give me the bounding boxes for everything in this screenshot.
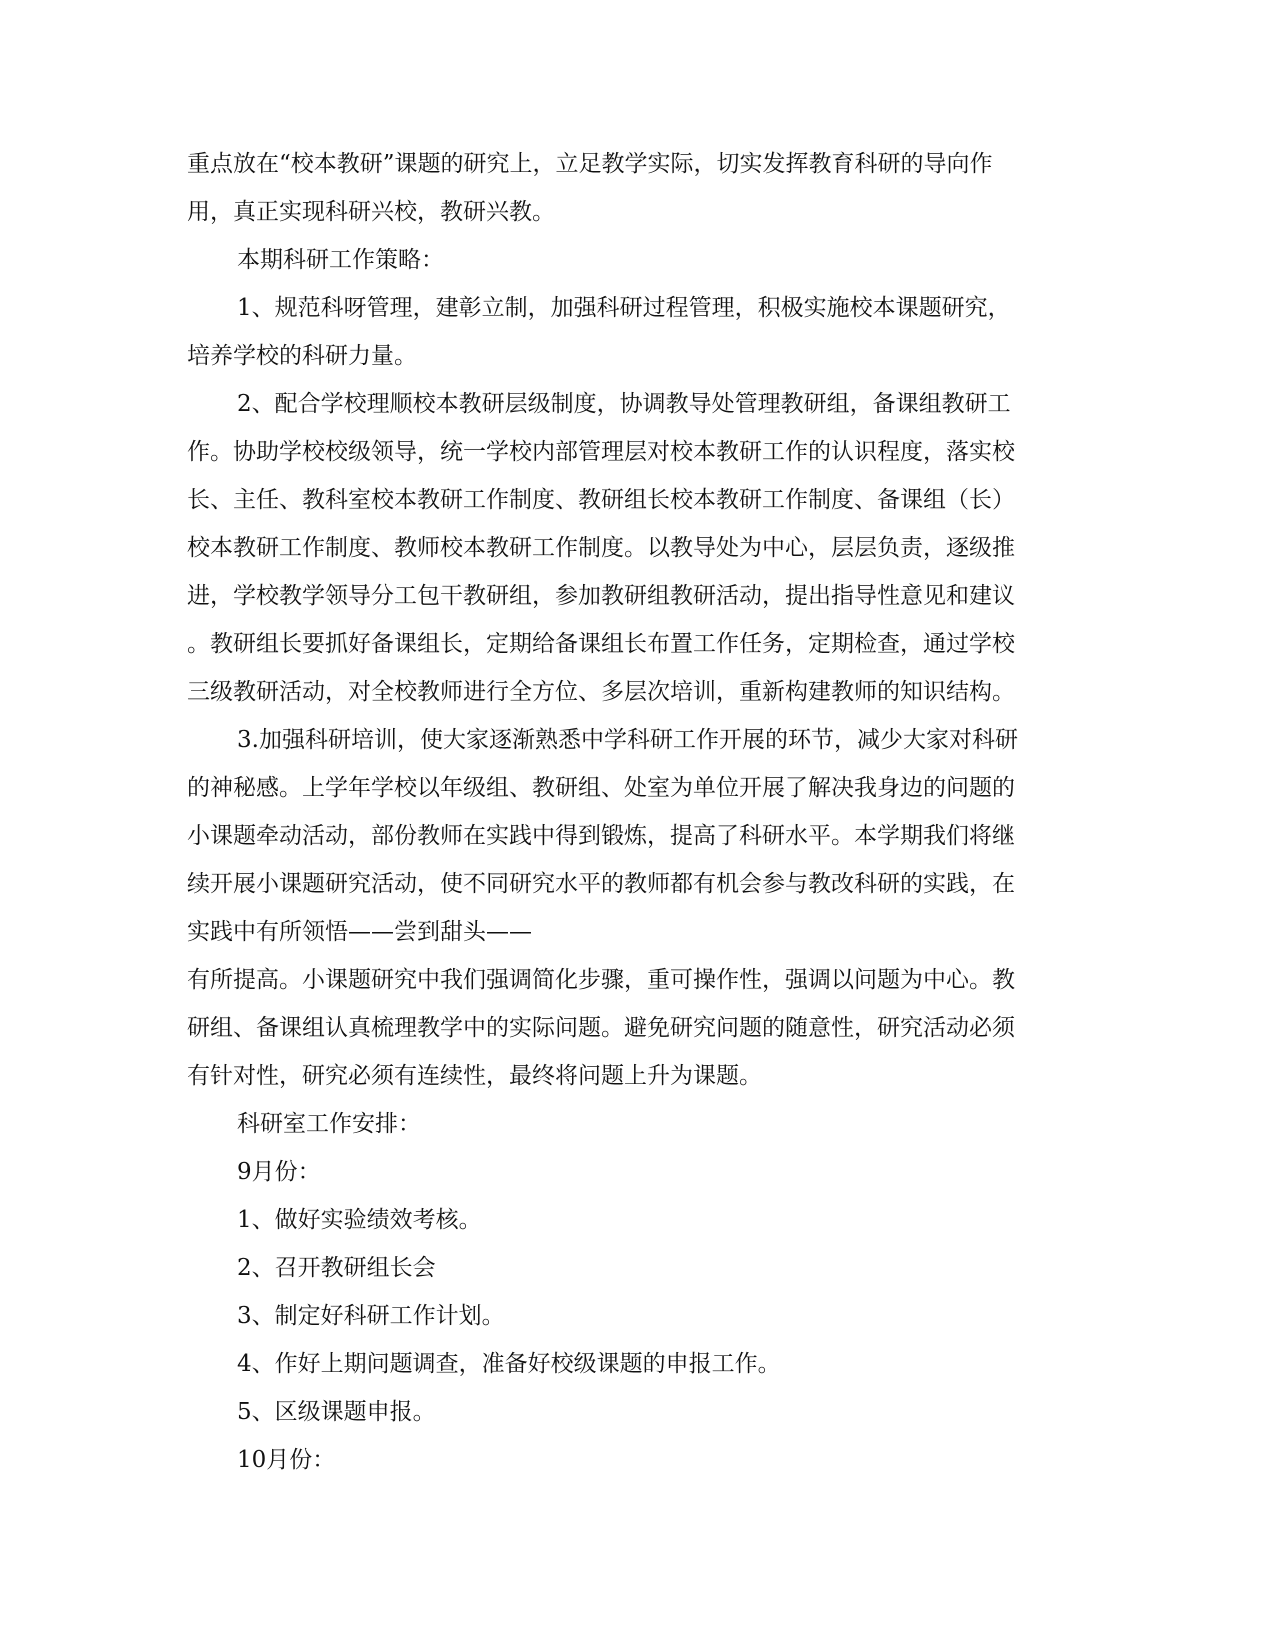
text-line: 的神秘感。上学年学校以年级组、教研组、处室为单位开展了解决我身边的问题的: [187, 775, 1015, 801]
text-line: 长、主任、教科室校本教研工作制度、教研组长校本教研工作制度、备课组（长）: [187, 487, 1015, 513]
text-line: 。教研组长要抓好备课组长，定期给备课组长布置工作任务，定期检查，通过学校: [187, 631, 1015, 657]
list-item: 5、区级课题申报。: [237, 1399, 436, 1425]
text-line: 校本教研工作制度、教师校本教研工作制度。以教导处为中心，层层负责，逐级推: [187, 535, 1015, 561]
list-item: 2、召开教研组长会: [237, 1255, 436, 1281]
month-heading-october: 10月份：: [237, 1447, 336, 1473]
text-line: 进，学校教学领导分工包干教研组，参加教研组教研活动，提出指导性意见和建议: [187, 583, 1015, 609]
text-line: 重点放在“校本教研”课题的研究上，立足教学实际，切实发挥教育科研的导向作: [187, 151, 993, 177]
text-line: 研组、备课组认真梳理教学中的实际问题。避免研究问题的随意性，研究活动必须: [187, 1015, 1015, 1041]
list-item: 4、作好上期问题调查，准备好校级课题的申报工作。: [237, 1351, 781, 1377]
text-line: 小课题牵动活动，部份教师在实践中得到锻炼，提高了科研水平。本学期我们将继: [187, 823, 1015, 849]
text-line: 2、配合学校理顺校本教研层级制度，协调教导处管理教研组，备课组教研工: [237, 391, 1011, 417]
document-body: [187, 140, 1087, 1484]
month-heading-september: 9月份：: [237, 1159, 321, 1185]
section-heading-arrangement: 科研室工作安排：: [237, 1111, 421, 1137]
text-line: 培养学校的科研力量。: [187, 343, 417, 369]
text-line: 1、规范科呀管理，建彰立制，加强科研过程管理，积极实施校本课题研究，: [237, 295, 1011, 321]
text-line: 续开展小课题研究活动，使不同研究水平的教师都有机会参与教改科研的实践，在: [187, 871, 1015, 897]
text-line: 实践中有所领悟——尝到甜头——: [187, 919, 532, 945]
text-line: 有所提高。小课题研究中我们强调简化步骤，重可操作性，强调以问题为中心。教: [187, 967, 1015, 993]
list-item: 3、制定好科研工作计划。: [237, 1303, 505, 1329]
text-line: 用，真正实现科研兴校，教研兴教。: [187, 199, 555, 225]
text-line: 作。协助学校校级领导，统一学校内部管理层对校本教研工作的认识程度，落实校: [187, 439, 1015, 465]
text-line: 三级教研活动，对全校教师进行全方位、多层次培训，重新构建教师的知识结构。: [187, 679, 1015, 705]
list-item: 1、做好实验绩效考核。: [237, 1207, 482, 1233]
text-line: 3.加强科研培训，使大家逐渐熟悉中学科研工作开展的环节，减少大家对科研: [237, 727, 1018, 753]
text-line: 有针对性，研究必须有连续性，最终将问题上升为课题。: [187, 1063, 762, 1089]
section-heading-strategy: 本期科研工作策略：: [237, 247, 444, 273]
